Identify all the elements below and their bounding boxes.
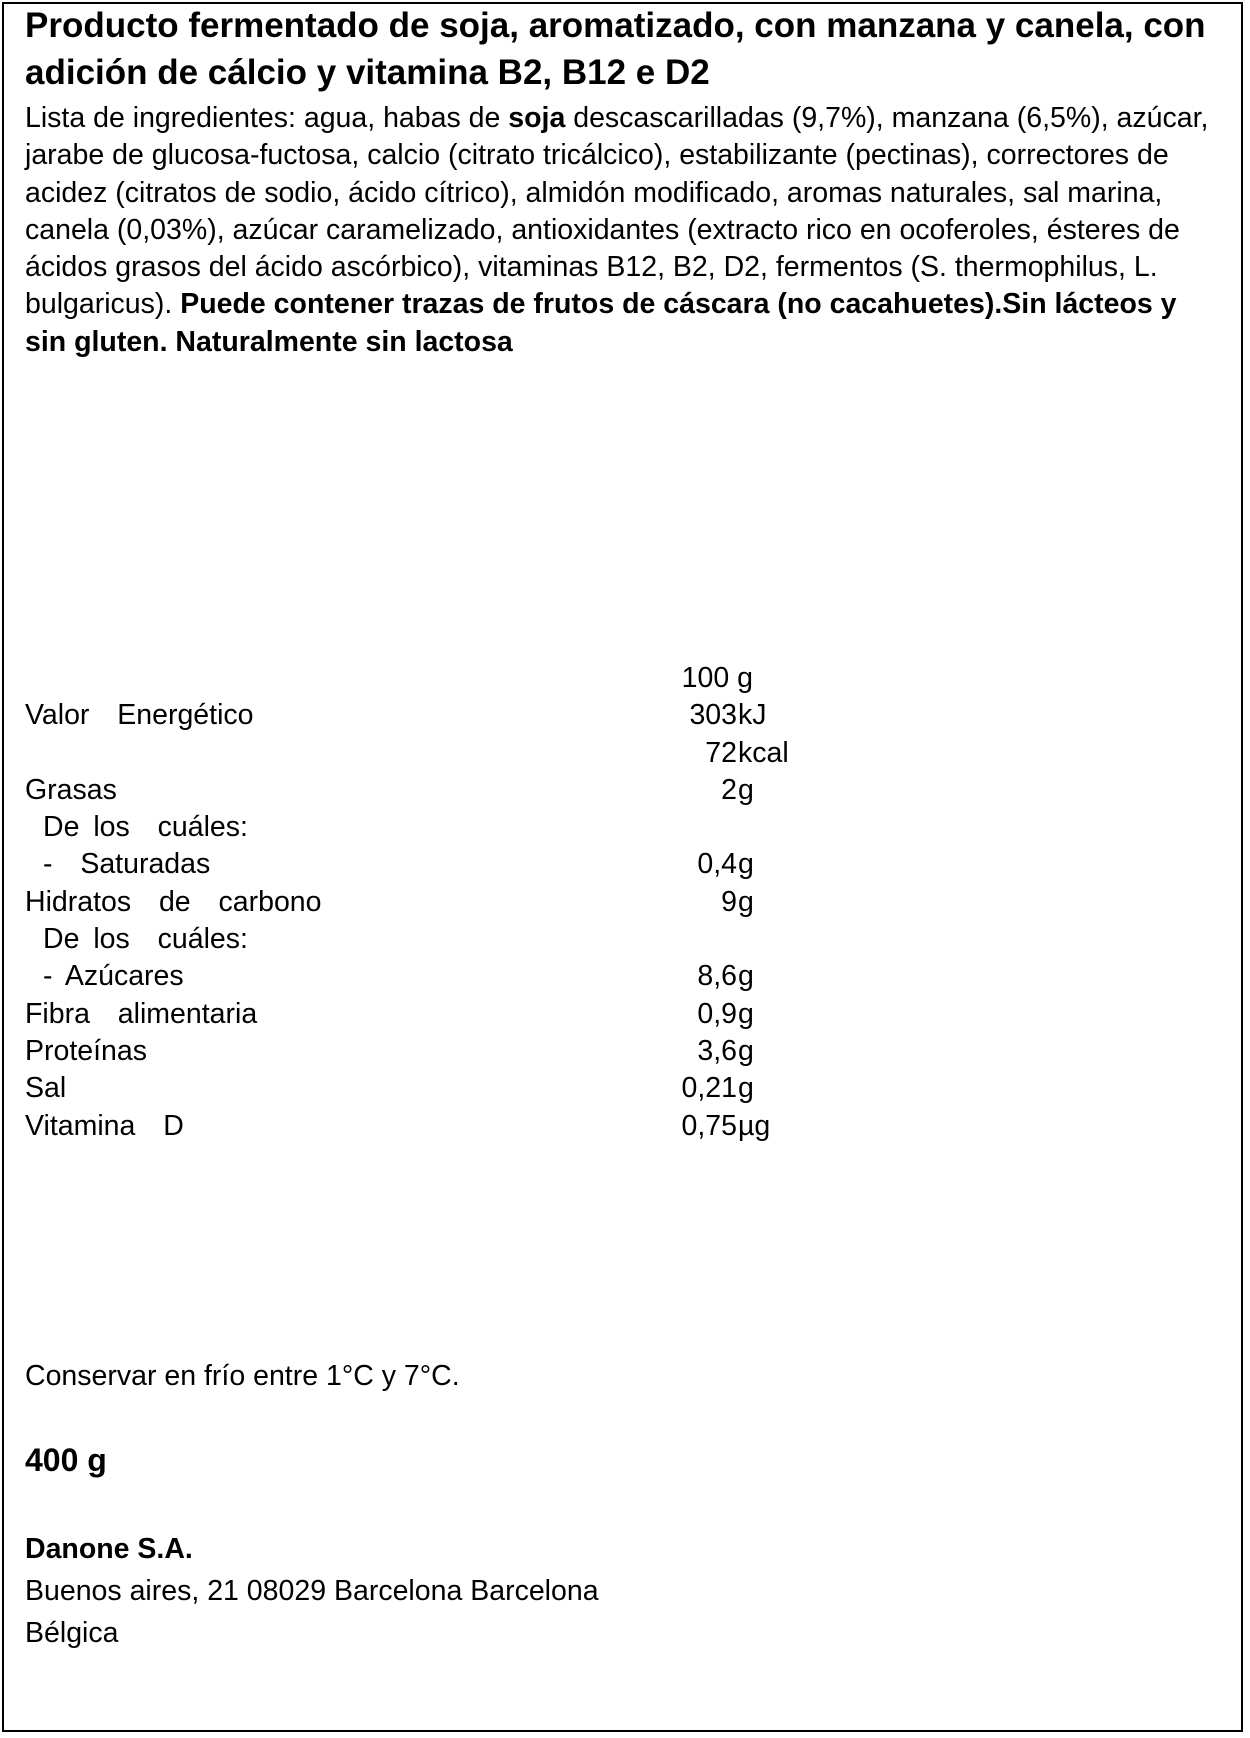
company-info [25, 1528, 599, 1654]
allergen-soja: soja [508, 102, 566, 134]
nutrient-unit: g [738, 1072, 754, 1105]
nutrition-row [25, 1033, 785, 1070]
nutrition-row [25, 846, 785, 883]
nutrient-unit: kcal [738, 736, 789, 769]
nutrient-unit: g [738, 885, 754, 918]
company-name: Danone S.A. [25, 1533, 193, 1565]
nutrition-row [25, 697, 785, 734]
nutrition-row [25, 884, 785, 921]
nutrition-table [25, 660, 789, 1145]
nutrition-row [25, 735, 789, 772]
product-title: Producto fermentado de soja, aromatizado, con manzana y canela, con adición de cálcio y vitamina B2, B12 e D2 [25, 6, 1206, 92]
nutrition-header-row [25, 660, 785, 697]
company-address: Buenos aires, 21 08029 Barcelona Barcelona [25, 1575, 599, 1607]
nutrient-name: De los cuáles: [43, 811, 248, 844]
nutrient-unit: g [738, 773, 754, 806]
nutrient-value: 8,6 [697, 960, 737, 993]
net-weight: 400 g [25, 1442, 107, 1478]
nutrition-row [25, 958, 785, 995]
nutrition-row [25, 1108, 785, 1145]
nutrition-row [25, 772, 785, 809]
nutrient-name: Hidratos de carbono [25, 885, 322, 918]
nutrient-name: Vitamina D [25, 1109, 184, 1142]
ingredients-text-1: Lista de ingredientes: agua, habas de [25, 102, 509, 134]
allergen-warning: Puede contener trazas de frutos de cáscara (no cacahuetes).Sin lácteos y sin gluten. Naturalmente sin lactosa [25, 288, 1177, 358]
nutrient-unit: g [738, 997, 754, 1030]
nutrient-value: 0,75 [681, 1109, 737, 1142]
nutrient-value: 3,6 [697, 1034, 737, 1067]
nutrition-row [25, 1070, 785, 1107]
nutrient-unit: µg [738, 1109, 771, 1142]
nutrient-value: 0,21 [681, 1072, 737, 1105]
nutrient-unit: kJ [738, 699, 767, 732]
nutrient-name: Valor Energético [25, 699, 254, 732]
nutrient-name: Proteínas [25, 1034, 147, 1067]
nutrient-name: - Saturadas [43, 848, 211, 881]
nutrient-name: De los cuáles: [43, 923, 248, 956]
ingredients-text-2: descascarilladas (9,7%), manzana (6,5%), azúcar, jarabe de glucosa-fuctosa, calcio (citrato tricálcico), estabilizante (pectinas), correctores de acidez (citratos de sodio, ácido cítrico), almidón modificado, aromas naturales, sal marina, canela (0,03%), azúcar caramelizado, antioxidantes (extracto rico en ocoferoles, ésteres de ácidos grasos del ácido ascórbico), vitaminas B12, B2, D2, fermentos (S. thermophilus, L. bulgaricus). [25, 102, 1209, 321]
nutrient-unit: g [738, 848, 754, 881]
nutrient-value: 303 [689, 699, 737, 732]
nutrient-name: Sal [25, 1072, 67, 1105]
nutrition-header-per-100g: 100 g [681, 662, 753, 694]
nutrient-value: 9 [721, 885, 737, 918]
nutrient-name: - Azúcares [43, 960, 184, 993]
nutrient-value: 0,9 [697, 997, 737, 1030]
storage-instructions: Conservar en frío entre 1°C y 7°C. [25, 1360, 460, 1392]
nutrition-row [25, 921, 785, 958]
nutrient-name: Fibra alimentaria [25, 997, 258, 1030]
nutrition-row [25, 809, 785, 846]
nutrient-value: 72 [705, 736, 737, 769]
nutrient-unit: g [738, 1034, 754, 1067]
company-country: Bélgica [25, 1617, 119, 1649]
nutrient-value: 2 [721, 773, 737, 806]
nutrient-name: Grasas [25, 773, 117, 806]
nutrient-value: 0,4 [697, 848, 737, 881]
nutrient-unit: g [738, 960, 754, 993]
ingredients-list [25, 100, 1225, 361]
nutrition-row [25, 996, 785, 1033]
